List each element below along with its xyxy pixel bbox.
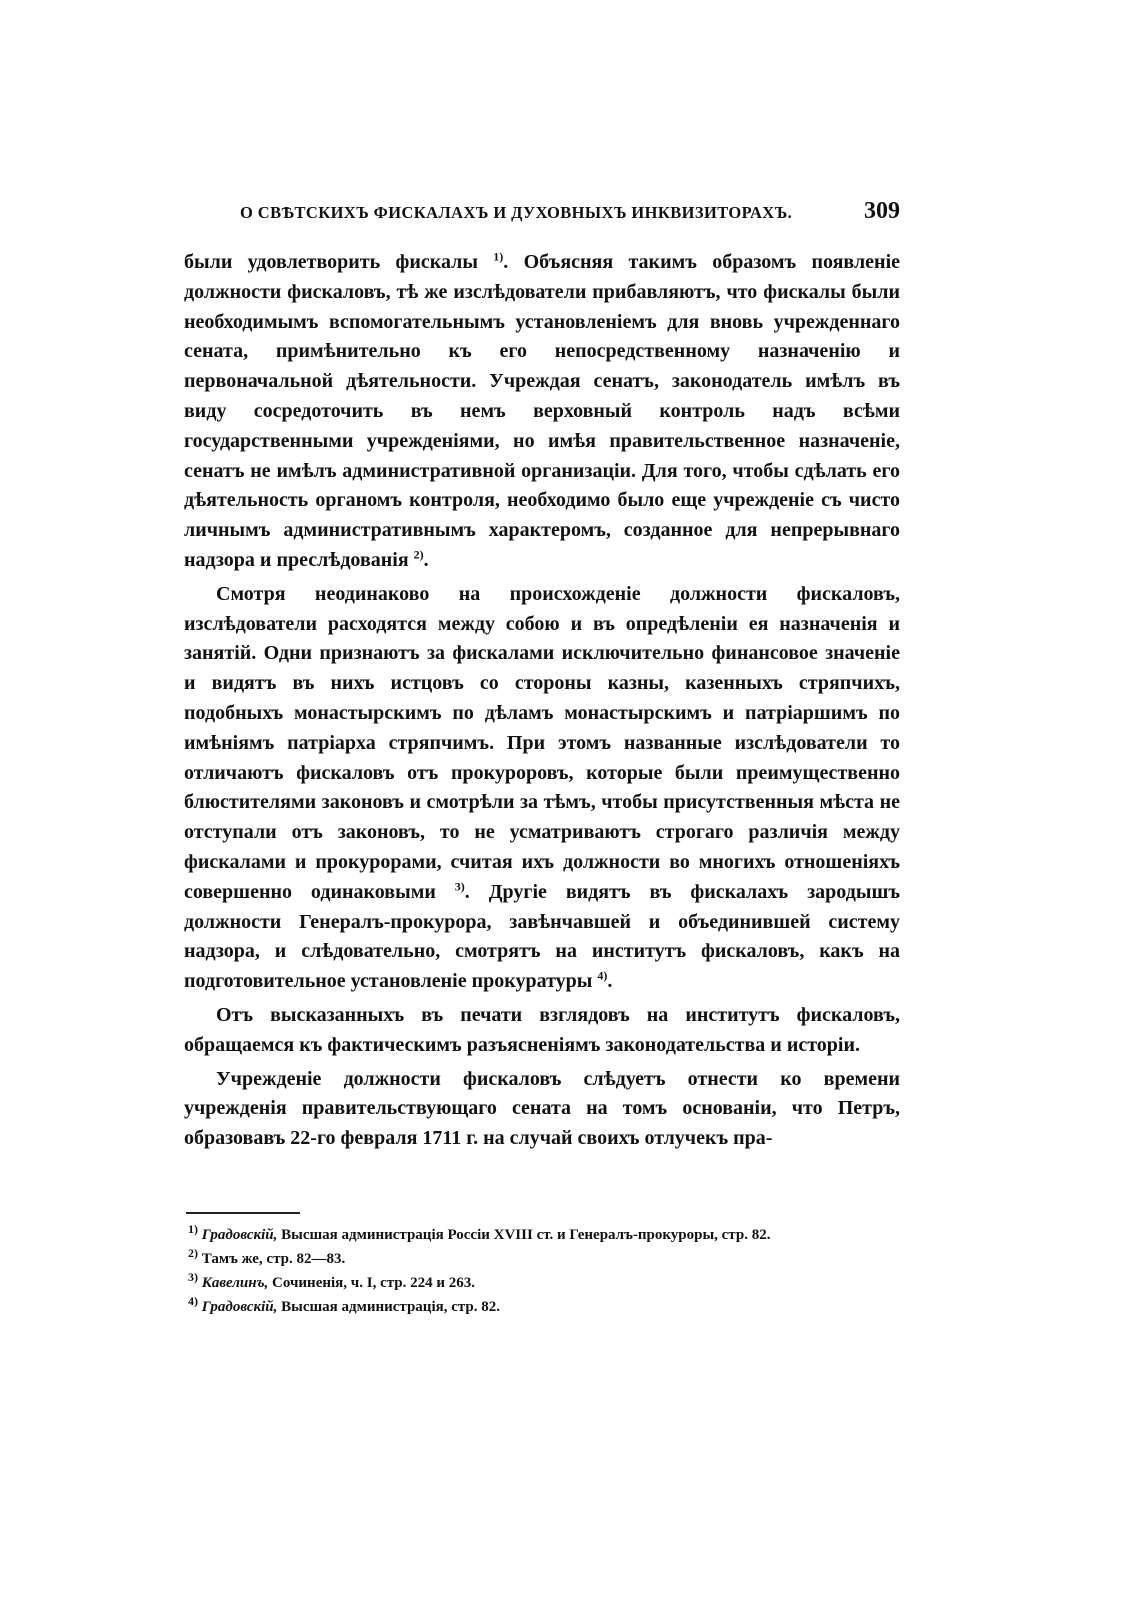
paragraph-text: Смотря неодинаково на происхожденіе должности фискаловъ, изслѣдователи расходятся между собою и въ опредѣленіи ея назначенія и занятій. Одни признаютъ за фискалами исключительно финансовое значеніе и видятъ въ нихъ истцовъ со стороны казны, казенныхъ стряпчихъ, подобныхъ монастырскимъ по дѣламъ монастырскимъ и патріаршимъ по имѣніямъ патріарха стряпчимъ. При этомъ названные изслѣдователи то отличаютъ фискаловъ отъ прокуроровъ, которые были преимущественно блюстителями законовъ и смотрѣли за тѣмъ, чтобы присутственныя мѣста не отступали отъ законовъ, то не усматриваютъ строгаго различія между фискалами и прокурорами, считая ихъ должности во многихъ отношеніяхъ совершенно одинаковыми — [184, 582, 900, 903]
footnotes — [188, 1224, 900, 1320]
paragraph-text: Учрежденіе должности фискаловъ слѣдуетъ отнести ко времени учрежденія правительствующаго сената на томъ основаніи, что Петръ, образовавъ 22-го февраля 1711 г. на случай своихъ отлучекъ пра- — [184, 1067, 900, 1150]
footnote-ref: 2) — [413, 547, 424, 562]
paragraph-text: . Объясняя такимъ образомъ появленіе должности фискаловъ, тѣ же изслѣдователи прибавляютъ, что фискалы были необходимымъ вспомогательнымъ установленіемъ для вновь учрежденнаго сената, примѣнительно къ его непосредственному назначенію и первоначальной дѣятельности. Учреждая сенатъ, законодатель имѣлъ въ виду сосредоточить въ немъ верховный контроль надъ всѣми государственными учрежденіями, но имѣя правительственное назначеніе, сенатъ не имѣлъ административной организаціи. Для того, чтобы сдѣлать его дѣятельность органомъ контроля, необходимо было еще учрежденіе съ чисто личнымъ административнымъ характеромъ, созданное для непрерывнаго надзора и преслѣдованія — [184, 251, 901, 571]
footnote-2 — [188, 1248, 900, 1271]
paragraph-text: были удовлетворить фискалы — [184, 251, 494, 273]
footnote-4 — [188, 1296, 900, 1319]
footnote-text: Сочиненія, ч. I, стр. 224 и 263. — [268, 1275, 476, 1291]
footnote-ref: 3) — [454, 879, 465, 894]
footnote-mark: 4) — [188, 1294, 198, 1308]
footnote-mark: 2) — [188, 1246, 198, 1260]
footnote-1 — [188, 1224, 900, 1247]
footnote-mark: 1) — [188, 1222, 198, 1236]
paragraph-2 — [184, 580, 900, 997]
footnote-3 — [188, 1272, 900, 1295]
footnote-ref: 4) — [597, 968, 608, 983]
footnote-author: Градовскій, — [201, 1299, 278, 1315]
footnote-ref: 1) — [493, 249, 504, 264]
footnote-text: Тамъ же, стр. 82—83. — [201, 1251, 346, 1267]
paragraph-1 — [184, 248, 900, 576]
footnote-mark: 3) — [188, 1270, 198, 1284]
paragraph-text: Отъ высказанныхъ въ печати взглядовъ на институтъ фискаловъ, обращаемся къ фактическимъ разъясненіямъ законодательства и исторіи. — [184, 1003, 900, 1056]
running-title: О СВѢТСКИХЪ ФИСКАЛАХЪ И ДУХОВНЫХЪ ИНКВИЗИТОРАХЪ. — [240, 203, 793, 222]
page-number: 309 — [864, 198, 900, 224]
footnote-divider — [186, 1212, 300, 1214]
paragraph-4 — [184, 1065, 900, 1154]
footnote-author: Кавелинъ, — [201, 1275, 269, 1291]
footnote-author: Градовскій, — [201, 1227, 278, 1243]
main-text — [184, 248, 900, 1158]
paragraph-text: . Другіе видятъ въ фискалахъ зародышъ должности Генералъ-прокурора, завѣнчавшей и объединившей систему надзора, и слѣдовательно, смотрятъ на институтъ фискаловъ, какъ на подготовительное установленіе прокуратуры — [184, 880, 900, 993]
paragraph-text: . — [607, 970, 613, 993]
footnote-text: Высшая администрація, стр. 82. — [277, 1299, 501, 1315]
paragraph-3 — [184, 1001, 900, 1061]
running-header — [240, 198, 900, 233]
paragraph-text: . — [423, 548, 429, 571]
footnote-text: Высшая администрація Россіи XVIII ст. и Генералъ-прокуроры, стр. 82. — [277, 1227, 771, 1243]
